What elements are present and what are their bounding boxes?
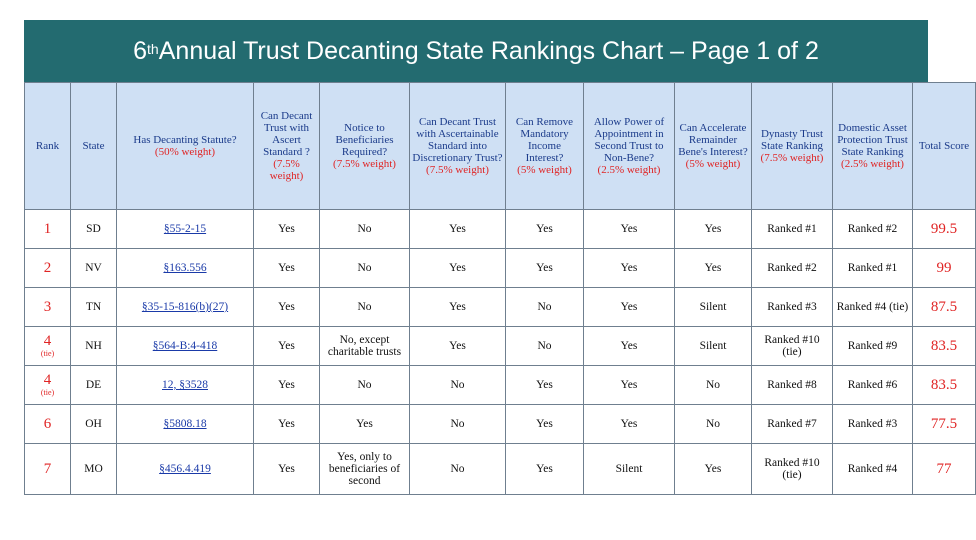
rank-cell	[25, 249, 71, 288]
column-header-label: Has Decanting Statute?	[133, 134, 237, 146]
dapt-value: Ranked #2	[847, 223, 898, 235]
dapt-value: Ranked #3	[847, 418, 898, 430]
dynasty-value: Ranked #7	[767, 418, 817, 430]
dynasty-cell	[752, 405, 833, 444]
poa-value: Yes	[620, 340, 638, 352]
dapt-cell	[833, 288, 913, 327]
column-header-weight: (2.5% weight)	[597, 164, 661, 176]
ascert-cell	[254, 249, 320, 288]
discretionary-cell	[410, 405, 506, 444]
column-header-label: Can Accelerate Remainder Bene's Interest?	[678, 122, 748, 158]
statute-value[interactable]: §163.556	[163, 262, 207, 274]
column-header-weight: (5% weight)	[685, 158, 741, 170]
accelerate-cell	[675, 210, 752, 249]
accelerate-value: No	[705, 379, 721, 391]
statute-cell[interactable]	[117, 210, 254, 249]
table-row	[25, 327, 976, 366]
dynasty-cell	[752, 444, 833, 495]
state-cell	[71, 405, 117, 444]
ascert-cell	[254, 327, 320, 366]
notice-cell	[320, 210, 410, 249]
dynasty-cell	[752, 288, 833, 327]
table-header	[25, 83, 976, 210]
score-value: 99	[936, 259, 952, 276]
accelerate-value: Yes	[704, 463, 722, 475]
dapt-cell	[833, 249, 913, 288]
statute-cell[interactable]	[117, 366, 254, 405]
column-header	[833, 83, 913, 210]
rank-value: 3	[43, 298, 52, 315]
column-header-label: Can Decant Trust with Ascertainable Standard into Discretionary Trust?	[412, 116, 503, 164]
score-value: 77	[936, 460, 952, 477]
rank-value: 7	[43, 460, 52, 477]
poa-cell	[584, 366, 675, 405]
state-value: TN	[85, 301, 102, 313]
notice-cell	[320, 249, 410, 288]
notice-value: No, except charitable trusts	[327, 334, 402, 358]
ascert-value: Yes	[278, 340, 295, 352]
notice-cell	[320, 405, 410, 444]
rankings-table	[24, 82, 976, 495]
dapt-value: Ranked #4 (tie)	[836, 301, 909, 313]
statute-cell[interactable]	[117, 444, 254, 495]
statute-value[interactable]: §564-B:4-418	[152, 340, 218, 352]
column-header-weight: (50% weight)	[154, 146, 216, 158]
mandatory-cell	[506, 210, 584, 249]
table-row	[25, 288, 976, 327]
accelerate-cell	[675, 327, 752, 366]
statute-value[interactable]: §55-2-15	[163, 223, 207, 235]
mandatory-value: No	[537, 340, 552, 352]
table-row	[25, 366, 976, 405]
accelerate-value: Yes	[704, 223, 722, 235]
accelerate-value: No	[705, 418, 721, 430]
dynasty-cell	[752, 249, 833, 288]
discretionary-value: Yes	[449, 340, 466, 352]
column-header	[752, 83, 833, 210]
statute-cell[interactable]	[117, 249, 254, 288]
rank-cell	[25, 288, 71, 327]
mandatory-cell	[506, 444, 584, 495]
score-value: 77.5	[930, 415, 958, 432]
dynasty-value: Ranked #3	[767, 301, 817, 313]
column-header-weight: (7.5% weight)	[333, 158, 396, 170]
rank-value: 2	[43, 259, 52, 276]
score-value: 87.5	[930, 298, 958, 315]
notice-value: No	[357, 223, 372, 235]
notice-cell	[320, 327, 410, 366]
discretionary-cell	[410, 444, 506, 495]
dapt-cell	[833, 366, 913, 405]
notice-value: Yes	[356, 418, 373, 430]
column-header	[25, 83, 71, 210]
poa-value: Yes	[620, 301, 638, 313]
accelerate-value: Yes	[704, 262, 722, 274]
dapt-cell	[833, 327, 913, 366]
table-row	[25, 249, 976, 288]
tie-note: (tie)	[40, 349, 55, 358]
dapt-value: Ranked #1	[847, 262, 898, 274]
title-number: 6	[133, 36, 148, 65]
score-value: 99.5	[930, 220, 958, 237]
state-value: NV	[85, 262, 102, 274]
column-header-label: State	[82, 140, 105, 152]
poa-cell	[584, 288, 675, 327]
mandatory-cell	[506, 288, 584, 327]
dapt-cell	[833, 405, 913, 444]
ascert-cell	[254, 405, 320, 444]
ascert-value: Yes	[278, 223, 295, 235]
column-header	[71, 83, 117, 210]
dynasty-value: Ranked #2	[767, 262, 817, 274]
column-header	[320, 83, 410, 210]
notice-cell	[320, 288, 410, 327]
discretionary-cell	[410, 288, 506, 327]
discretionary-value: No	[450, 379, 465, 391]
notice-cell	[320, 366, 410, 405]
table-body	[25, 210, 976, 495]
column-header	[913, 83, 976, 210]
accelerate-cell	[675, 288, 752, 327]
mandatory-cell	[506, 327, 584, 366]
mandatory-value: Yes	[536, 379, 553, 391]
dynasty-value: Ranked #10 (tie)	[764, 334, 820, 358]
poa-cell	[584, 327, 675, 366]
statute-cell[interactable]	[117, 405, 254, 444]
state-value: MO	[84, 463, 103, 475]
column-header-label: Allow Power of Appointment in Second Trust to Non-Bene?	[593, 116, 665, 164]
column-header	[584, 83, 675, 210]
column-header	[410, 83, 506, 210]
slide-frame	[24, 20, 970, 487]
discretionary-value: Yes	[449, 223, 466, 235]
notice-value: Yes, only to beneficiaries of second	[328, 451, 401, 487]
column-header	[675, 83, 752, 210]
state-value: OH	[85, 418, 102, 430]
table-row	[25, 405, 976, 444]
discretionary-cell	[410, 327, 506, 366]
poa-cell	[584, 210, 675, 249]
mandatory-cell	[506, 405, 584, 444]
column-header-weight: (7.5% weight)	[269, 158, 304, 182]
column-header-label: Can Decant Trust with Ascert Standard ?	[260, 110, 313, 158]
rank-value: 4	[43, 333, 52, 349]
mandatory-value: No	[537, 301, 552, 313]
ascert-cell	[254, 366, 320, 405]
accelerate-cell	[675, 444, 752, 495]
statute-cell[interactable]	[117, 288, 254, 327]
rank-cell	[25, 366, 71, 405]
poa-cell	[584, 444, 675, 495]
discretionary-cell	[410, 249, 506, 288]
dapt-value: Ranked #9	[847, 340, 898, 352]
column-header-weight: (5% weight)	[517, 164, 572, 176]
dynasty-value: Ranked #8	[767, 379, 817, 391]
column-header-label: Dynasty Trust State Ranking	[760, 128, 824, 152]
score-cell	[913, 249, 976, 288]
rank-value: 6	[43, 415, 52, 432]
column-header	[254, 83, 320, 210]
dapt-value: Ranked #6	[847, 379, 898, 391]
discretionary-value: No	[450, 463, 465, 475]
discretionary-value: Yes	[449, 301, 466, 313]
discretionary-cell	[410, 366, 506, 405]
score-cell	[913, 405, 976, 444]
ascert-value: Yes	[278, 463, 295, 475]
notice-value: No	[357, 262, 372, 274]
poa-value: Silent	[615, 463, 643, 475]
mandatory-value: Yes	[536, 223, 553, 235]
state-value: SD	[86, 223, 101, 235]
statute-value[interactable]: §35-15-816(b)(27)	[141, 301, 229, 313]
state-cell	[71, 288, 117, 327]
poa-value: Yes	[620, 223, 638, 235]
ascert-cell	[254, 444, 320, 495]
dynasty-value: Ranked #1	[767, 223, 817, 235]
state-cell	[71, 366, 117, 405]
notice-value: No	[357, 301, 372, 313]
accelerate-cell	[675, 366, 752, 405]
accelerate-cell	[675, 405, 752, 444]
ascert-cell	[254, 210, 320, 249]
score-cell	[913, 444, 976, 495]
rank-value: 4	[43, 372, 52, 388]
statute-value[interactable]: 12, §3528	[162, 379, 208, 391]
mandatory-value: Yes	[536, 262, 553, 274]
ascert-value: Yes	[278, 418, 295, 430]
state-cell	[71, 444, 117, 495]
title-ordinal: th	[147, 41, 159, 57]
poa-value: Yes	[620, 379, 638, 391]
accelerate-value: Silent	[699, 301, 727, 313]
slide-title	[24, 20, 928, 82]
score-value: 83.5	[930, 376, 958, 393]
ascert-value: Yes	[278, 301, 295, 313]
discretionary-value: No	[450, 418, 465, 430]
dynasty-cell	[752, 366, 833, 405]
mandatory-cell	[506, 366, 584, 405]
notice-value: No	[357, 379, 372, 391]
score-cell	[913, 327, 976, 366]
state-cell	[71, 210, 117, 249]
notice-cell	[320, 444, 410, 495]
ascert-value: Yes	[278, 262, 295, 274]
ascert-cell	[254, 288, 320, 327]
mandatory-cell	[506, 249, 584, 288]
ascert-value: Yes	[278, 379, 295, 391]
rank-cell	[25, 405, 71, 444]
tie-note: (tie)	[40, 388, 55, 397]
table-row	[25, 444, 976, 495]
rank-cell	[25, 444, 71, 495]
dynasty-cell	[752, 327, 833, 366]
poa-value: Yes	[620, 262, 638, 274]
state-value: NH	[85, 340, 102, 352]
column-header-label: Rank	[35, 140, 60, 152]
score-cell	[913, 366, 976, 405]
column-header-label: Can Remove Mandatory Income Interest?	[515, 116, 574, 164]
table-row	[25, 210, 976, 249]
dapt-value: Ranked #4	[847, 463, 898, 475]
column-header-weight: (2.5% weight)	[841, 158, 904, 170]
column-header-weight: (7.5% weight)	[426, 164, 489, 176]
score-cell	[913, 210, 976, 249]
discretionary-value: Yes	[449, 262, 466, 274]
accelerate-value: Silent	[699, 340, 727, 352]
dynasty-value: Ranked #10 (tie)	[764, 457, 820, 481]
accelerate-cell	[675, 249, 752, 288]
score-cell	[913, 288, 976, 327]
score-value: 83.5	[930, 337, 958, 354]
statute-value[interactable]: §456.4.419	[159, 463, 211, 475]
dapt-cell	[833, 444, 913, 495]
column-header-label: Total Score	[918, 140, 970, 152]
title-text: Annual Trust Decanting State Rankings Chart – Page 1 of 2	[158, 36, 819, 65]
discretionary-cell	[410, 210, 506, 249]
column-header	[117, 83, 254, 210]
column-header-label: Domestic Asset Protection Trust State Ranking	[837, 122, 908, 158]
poa-value: Yes	[620, 418, 638, 430]
state-cell	[71, 249, 117, 288]
column-header	[506, 83, 584, 210]
dynasty-cell	[752, 210, 833, 249]
mandatory-value: Yes	[536, 418, 553, 430]
rank-cell	[25, 327, 71, 366]
column-header-label: Notice to Beneficiaries Required?	[335, 122, 394, 158]
poa-cell	[584, 405, 675, 444]
rank-value: 1	[43, 220, 52, 237]
header-row	[25, 83, 976, 210]
mandatory-value: Yes	[536, 463, 553, 475]
column-header-weight: (7.5% weight)	[760, 152, 824, 164]
statute-cell[interactable]	[117, 327, 254, 366]
poa-cell	[584, 249, 675, 288]
state-cell	[71, 327, 117, 366]
statute-value[interactable]: §5808.18	[163, 418, 207, 430]
dapt-cell	[833, 210, 913, 249]
rank-cell	[25, 210, 71, 249]
state-value: DE	[85, 379, 102, 391]
